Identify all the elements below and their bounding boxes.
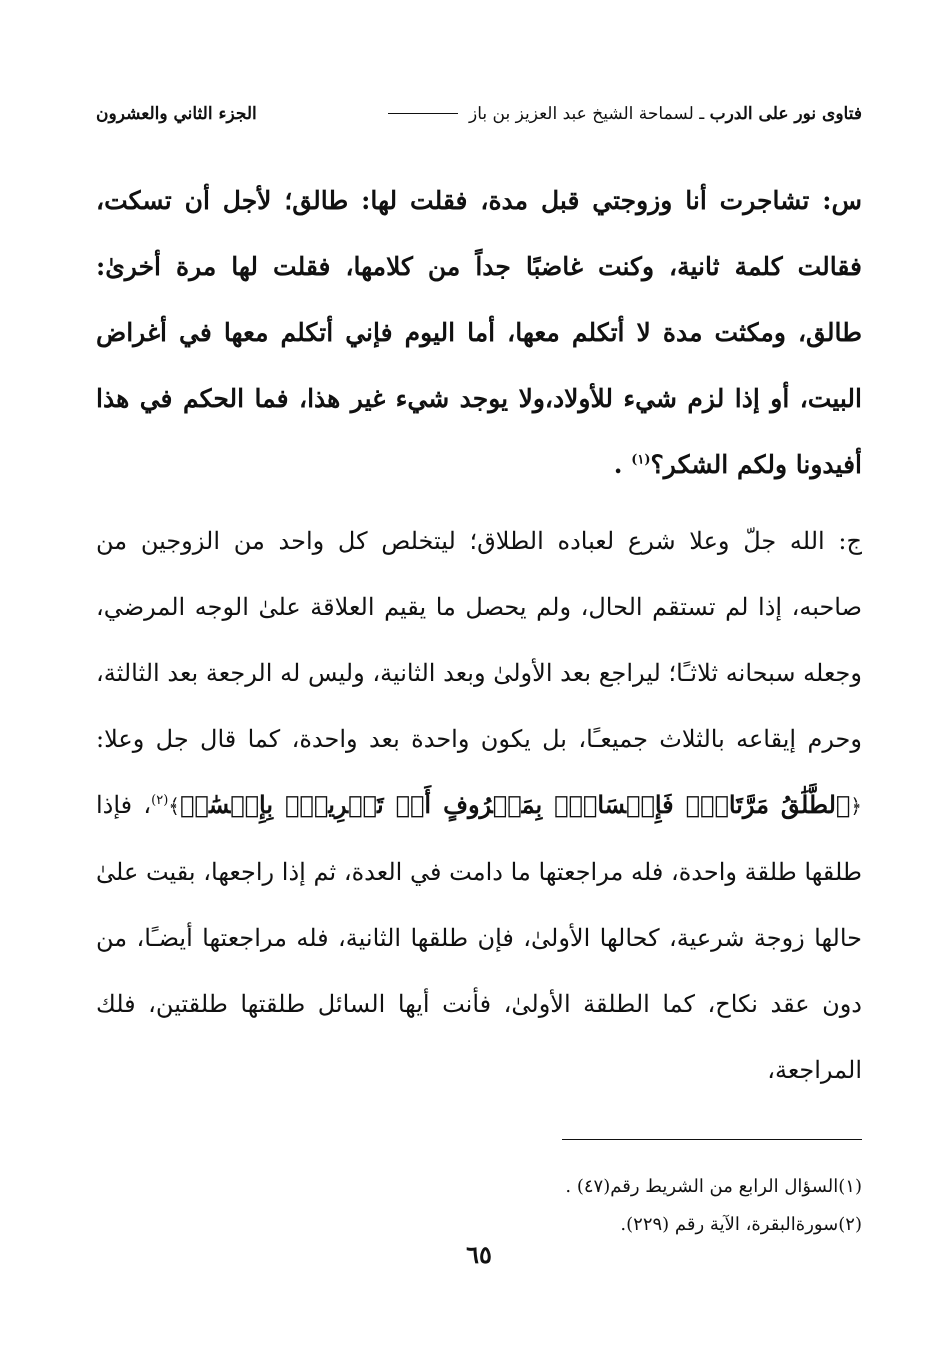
volume-part: الجزء الثاني والعشرون bbox=[96, 104, 257, 124]
footnote-ref-1: (١) bbox=[631, 452, 651, 468]
header-left-group bbox=[382, 100, 862, 128]
footnote-2: (٢)سورةالبقرة، الآية رقم (٢٢٩). bbox=[620, 1214, 862, 1235]
footnote-separator bbox=[562, 1139, 862, 1140]
author-name: لسماحة الشيخ عبد العزيز بن باز bbox=[469, 104, 694, 124]
footnote-ref-2: (٢) bbox=[151, 793, 169, 808]
quran-ornament-close-icon: ﴾ bbox=[168, 794, 181, 818]
header-rule bbox=[388, 113, 458, 114]
footnotes bbox=[96, 1168, 862, 1244]
page-number: ٦٥ bbox=[466, 1240, 492, 1269]
question-paragraph bbox=[96, 168, 862, 498]
answer-paragraph bbox=[96, 508, 862, 1103]
book-page bbox=[96, 100, 862, 1320]
question-text: س: تشاجرت أنا وزوجتي قبل مدة، فقلت لها: طالق؛ لأجل أن تسكت، فقالت كلمة ثانية، وكنت غاضبًا جداً من كلامها، فقلت لها مرة أخرىٰ: طالق، ومكثت مدة لا أتكلم معها، أما اليوم فإني أتكلم معها في أغراض البيت، أو إذا لزم شيء للأولاد،ولا يوجد شيء غير هذا، فما الحكم في هذا أفيدونا ولكم الشكر؟ bbox=[96, 186, 862, 479]
footnote-1: (١)السؤال الرابع من الشريط رقم(٤٧) . bbox=[565, 1176, 862, 1197]
running-header bbox=[96, 100, 862, 130]
header-dash: ـ bbox=[699, 104, 705, 124]
answer-text-part-2: ، فإذا طلقها طلقة واحدة، فله مراجعتها ما دامت في العدة، ثم إذا راجعها، بقيت علىٰ حالها زوجة شرعية، كحالها الأولىٰ، فإن طلقها الثانية، فله مراجعتها أيضـًا، من دون عقد نكاح، كما الطلقة الأولىٰ، فأنت أيها السائل طلقتها طلقتين، فلك المراجعة، bbox=[96, 791, 862, 1084]
answer-text-part-1: ج: الله جلّ وعلا شرع لعباده الطلاق؛ ليتخلص كل واحد من الزوجين من صاحبه، إذا لم تستقم الحال، ولم يحصل ما يقيم العلاقة علىٰ الوجه المرضي، وجعله سبحانه ثلاثـًا؛ ليراجع بعد الأولىٰ وبعد الثانية، وليس له الرجعة بعد الثالثة، وحرم إيقاعه بالثلاث جميعـًا، بل يكون واحدة بعد واحدة، كما قال جل وعلا: bbox=[96, 527, 862, 753]
quran-verse: ٱلطَّلَٰقُ مَرَّتَانِۖ فَإِمۡسَاكُۢ بِمَعۡرُوفٍ أَوۡ تَسۡرِيحُۢ بِإِحۡسَٰنٖ bbox=[180, 790, 851, 819]
book-title: فتاوى نور على الدرب bbox=[709, 104, 862, 124]
quran-ornament-open-icon: ﴿ bbox=[850, 794, 863, 818]
question-end: . bbox=[613, 450, 623, 479]
